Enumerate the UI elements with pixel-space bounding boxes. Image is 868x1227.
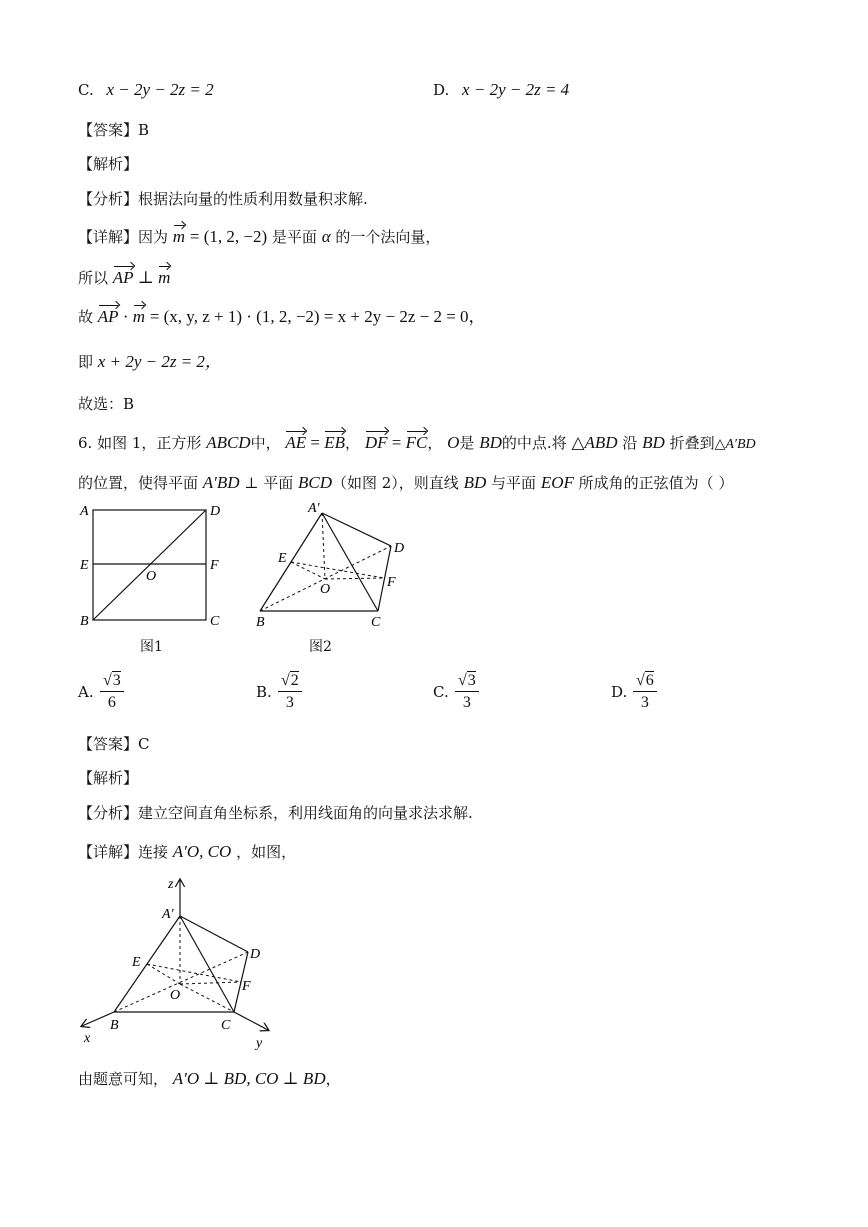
fig3-label-c: C	[221, 1018, 231, 1033]
figure-1-square	[76, 500, 226, 630]
choice-d-fraction: $\frac{√6}{3}$	[633, 672, 657, 712]
option-c-prev: C. x − 2y − 2z = 2	[78, 80, 214, 99]
fig1-label-o: O	[146, 569, 157, 584]
fig2-caption: 图2	[309, 639, 332, 655]
q5-guxuan: 故选：B	[78, 395, 135, 413]
q6-youti: 由题意可知， A′O ⊥ BD, CO ⊥ BD，	[78, 1069, 341, 1088]
figure-2-folded	[250, 498, 420, 633]
fig3-label-b: B	[110, 1018, 119, 1033]
q6-fenxi: 【分析】建立空间直角坐标系，利用线面角的向量求法求解.	[78, 804, 473, 822]
fig2-label-aprime: A′	[308, 501, 320, 516]
option-d-prev: D. x − 2y − 2z = 4	[433, 80, 570, 99]
fig3-label-y: y	[256, 1036, 263, 1051]
fig1-label-b: B	[80, 614, 89, 629]
fig2-label-e: E	[278, 551, 287, 566]
fig3-label-d: D	[250, 947, 261, 962]
q5-answer: 【答案】B	[78, 121, 150, 139]
choice-c-fraction: $\frac{√3}{3}$	[455, 672, 479, 712]
choice-b-fraction: $\frac{√2}{3}$	[278, 672, 302, 712]
q5-ji: 即 x + 2y − 2z = 2，	[78, 352, 222, 371]
fig1-label-e: E	[80, 558, 89, 573]
fig2-label-b: B	[256, 615, 265, 630]
q6-stem-line2: 的位置，使得平面 A′BD ⊥ 平面 BCD（如图 2），则直线 BD 与平面 EOF 所成角的正弦值为（ ）	[78, 473, 734, 492]
fig3-label-o: O	[170, 988, 181, 1003]
fig2-label-f: F	[387, 575, 396, 590]
q6-answer: 【答案】C	[78, 735, 150, 753]
choice-b-label: B.	[256, 683, 272, 701]
choice-a-fraction: $\frac{√3}{6}$	[100, 672, 124, 712]
q6-xiangjie: 【详解】连接 A′O, CO ，如图，	[78, 842, 297, 861]
choice-a-label: A.	[78, 683, 94, 701]
q5-fenxi: 【分析】根据法向量的性质利用数量积求解.	[78, 190, 368, 208]
fig2-label-c: C	[371, 615, 381, 630]
q6-stem-line1: 6. 如图 1，正方形 ABCD中， AE = EB， DF = FC， O是 BD的中点.将 △ABD 沿 BD 折叠到△A′BD	[78, 433, 756, 452]
q5-xiangjie: 【详解】因为 m = (1, 2, −2) 是平面 α 的一个法向量，	[78, 227, 441, 246]
fig1-label-d: D	[210, 504, 221, 519]
fig2-label-d: D	[394, 541, 405, 556]
fig1-label-c: C	[210, 614, 220, 629]
q6-analysis-heading: 【解析】	[78, 769, 139, 787]
fig3-label-x: x	[84, 1031, 91, 1046]
fig3-label-f: F	[242, 979, 251, 994]
q5-suoyi: 所以 AP ⊥ m	[78, 268, 171, 287]
choice-c-label: C.	[433, 683, 449, 701]
fig3-label-e: E	[132, 955, 141, 970]
fig1-caption: 图1	[140, 639, 163, 655]
fig3-label-z: z	[168, 877, 174, 892]
fig1-label-a: A	[80, 504, 89, 519]
q5-analysis-heading: 【解析】	[78, 155, 139, 173]
choice-d-label: D.	[611, 683, 628, 701]
q5-gu: 故 AP · m = (x, y, z + 1) · (1, 2, −2) = x + 2y − 2z − 2 = 0，	[78, 307, 486, 326]
fig1-label-f: F	[210, 558, 219, 573]
fig2-label-o: O	[320, 582, 331, 597]
fig3-label-aprime: A′	[162, 907, 174, 922]
figure-3-coordinates	[74, 872, 284, 1052]
